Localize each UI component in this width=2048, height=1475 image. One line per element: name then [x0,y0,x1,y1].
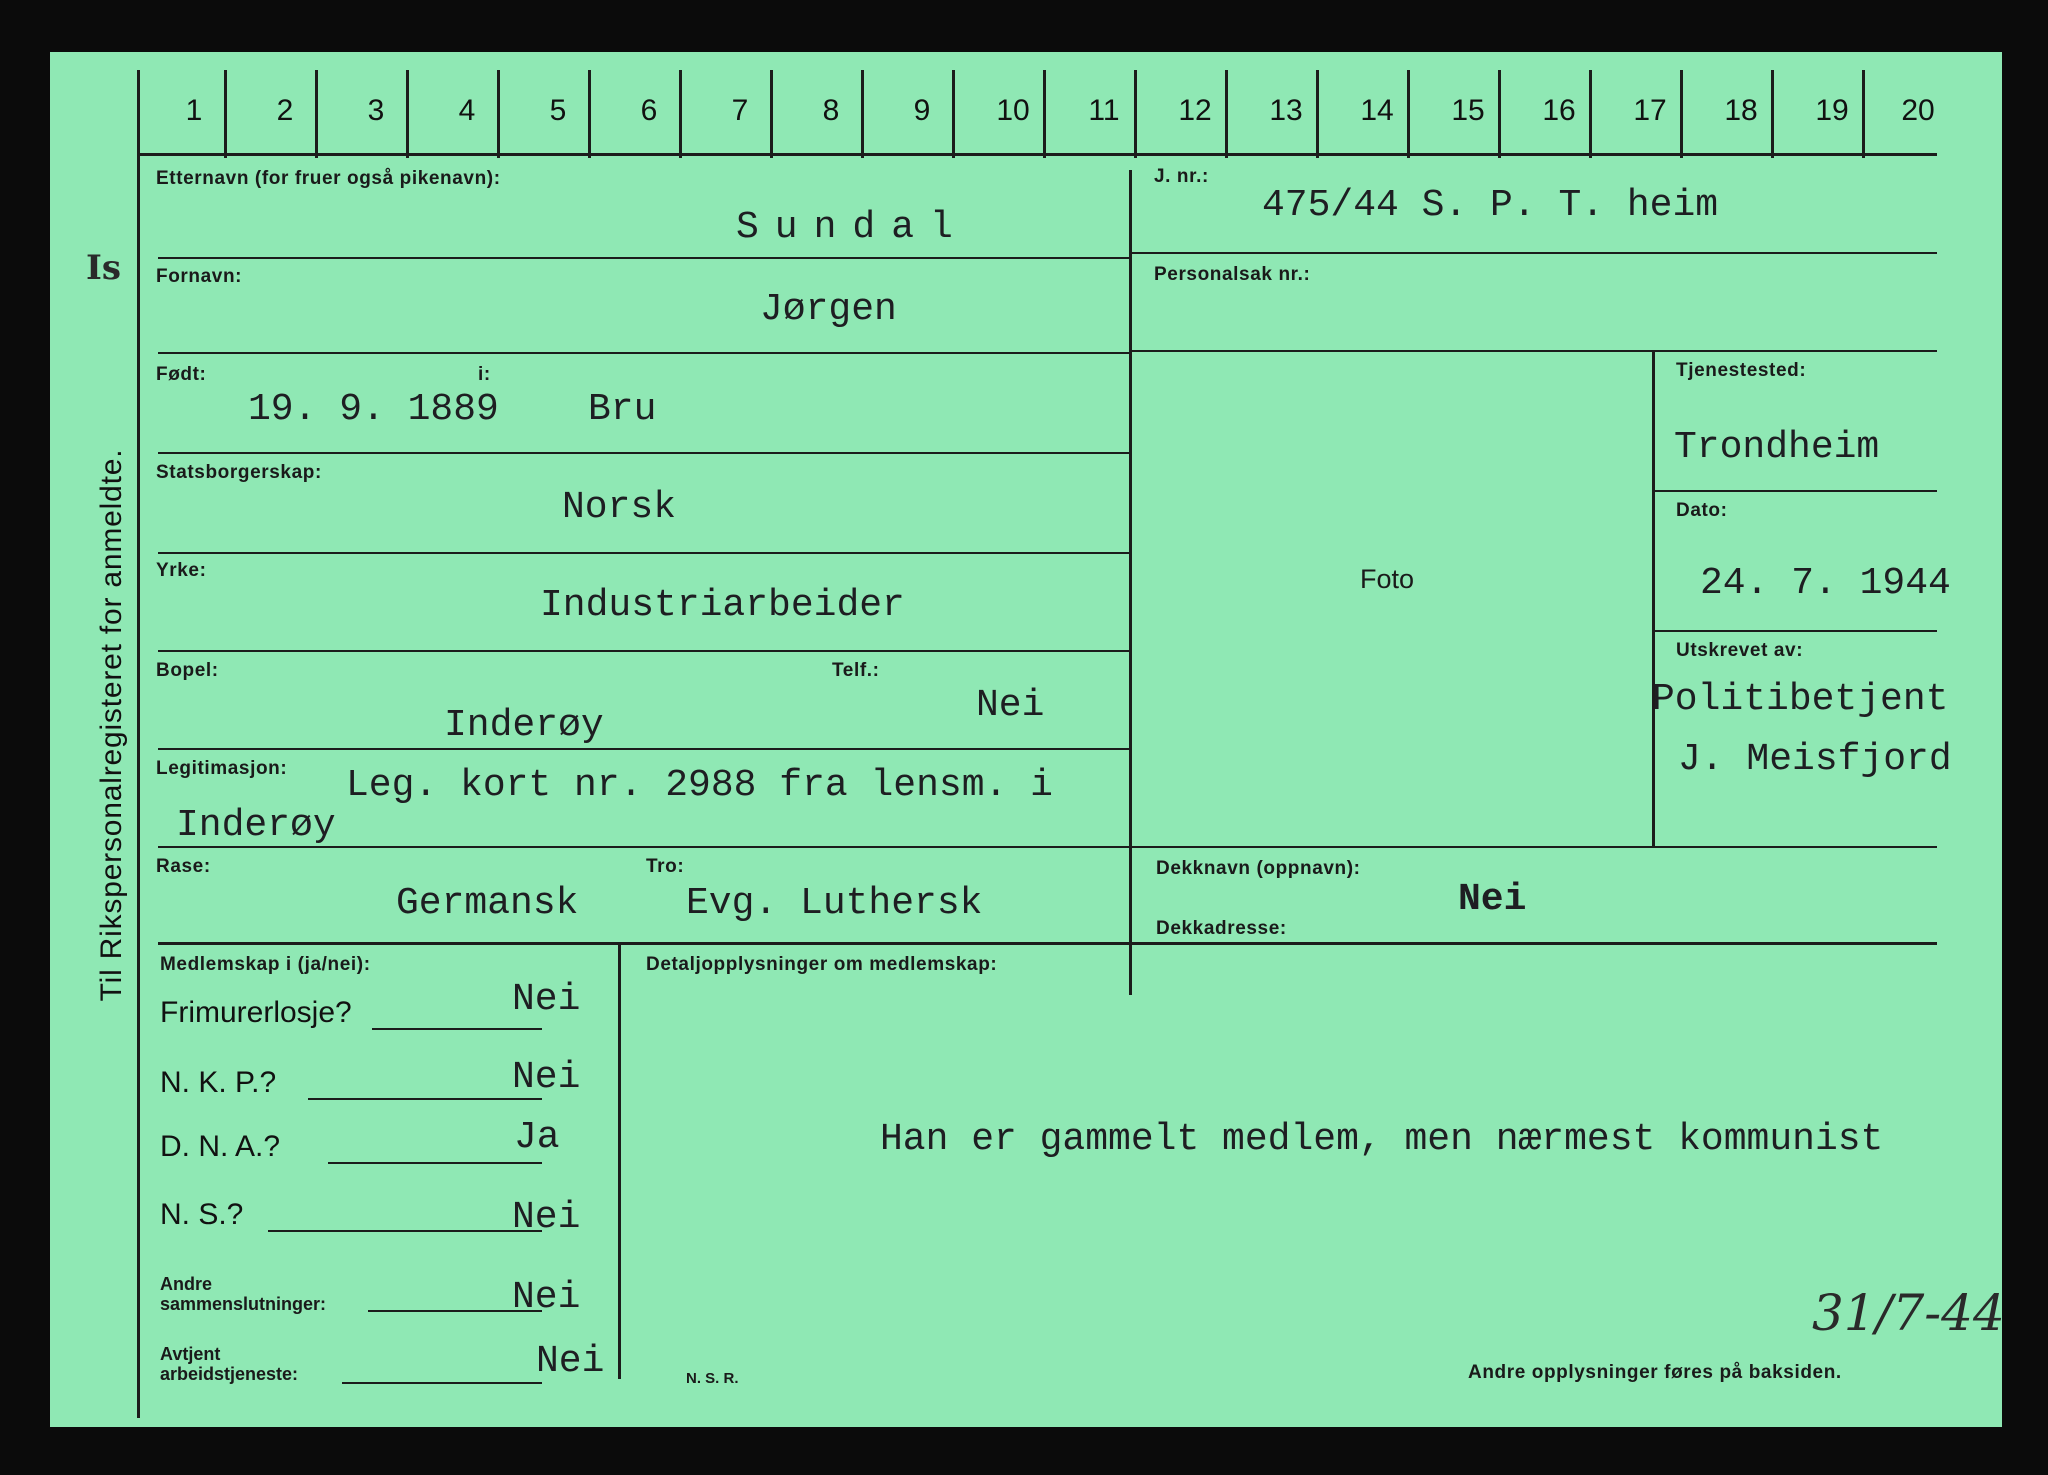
identification-value-line2: Inderøy [176,804,336,847]
faith-value: Evg. Luthersk [686,882,983,925]
journal-number-label: J. nr.: [1154,166,1209,187]
duty-station-value: Trondheim [1674,426,1880,469]
first-name-label: Fornavn: [156,266,243,287]
column-number: 9 [913,94,931,127]
column-number: 5 [549,94,567,127]
issued-by-label: Utskrevet av: [1676,640,1804,661]
membership-question: Andre sammenslutninger: [160,1274,327,1314]
column-number: 6 [640,94,658,127]
phone-label: Telf.: [832,660,880,681]
occupation-value: Industriarbeider [540,584,905,627]
side-note: Til Rikspersonalregisteret for anmeldte. [95,448,128,1002]
personal-case-label: Personalsak nr.: [1154,264,1311,285]
photo-placeholder: Foto [1360,564,1415,594]
membership-answer: Nei [512,1056,581,1099]
column-number: 19 [1815,94,1849,127]
born-place-value: Bru [588,388,657,431]
citizenship-value: Norsk [562,486,677,529]
back-side-note: Andre opplysninger føres på baksiden. [1468,1362,1842,1383]
identification-value-line1: Leg. kort nr. 2988 fra lensm. i [346,764,1053,807]
cover-name-value: Nei [1458,878,1527,921]
membership-details-label: Detaljopplysninger om medlemskap: [646,954,998,975]
column-number: 13 [1269,94,1303,127]
issued-by-value-line2: J. Meisfjord [1678,738,1952,781]
membership-answer: Nei [512,978,581,1021]
residence-value: Inderøy [444,704,604,747]
membership-question: N. K. P.? [160,1066,277,1099]
date-label: Dato: [1676,500,1728,521]
membership-question: Frimurerlosje? [160,996,352,1029]
membership-details-value: Han er gammelt medlem, men nærmest kommunist [880,1118,1884,1161]
date-value: 24. 7. 1944 [1700,562,1951,605]
born-place-label: i: [478,364,491,385]
cover-address-label: Dekkadresse: [1156,918,1287,939]
residence-label: Bopel: [156,660,219,681]
duty-station-label: Tjenestested: [1676,360,1807,381]
handwritten-date: 31/7-44 [1812,1284,2005,1342]
column-number: 8 [822,94,840,127]
citizenship-label: Statsborgerskap: [156,462,322,483]
membership-answer: Ja [514,1116,560,1159]
race-label: Rase: [156,856,211,877]
membership-label: Medlemskap i (ja/nei): [160,954,371,975]
column-number: 11 [1088,94,1120,127]
registration-card [50,52,2005,1427]
column-number: 14 [1360,94,1394,127]
journal-number-value: 475/44 S. P. T. heim [1262,184,1719,227]
identification-label: Legitimasjon: [156,758,288,779]
column-number: 16 [1542,94,1576,127]
column-number: 12 [1178,94,1212,127]
membership-question: N. S.? [160,1198,244,1231]
surname-value: Sundal [736,206,969,249]
membership-answer: Nei [512,1196,581,1239]
column-number: 17 [1633,94,1667,127]
column-number: 10 [996,94,1030,127]
column-number: 18 [1724,94,1758,127]
column-number: 7 [731,94,749,127]
surname-label: Etternavn (for fruer også pikenavn): [156,168,501,189]
membership-answer: Nei [536,1340,605,1383]
membership-answer: Nei [512,1276,581,1319]
born-date-value: 19. 9. 1889 [248,388,499,431]
membership-question: D. N. A.? [160,1130,281,1163]
column-number: 4 [458,94,476,127]
issued-by-value-line1: Politibetjent [1652,678,1949,721]
phone-value: Nei [976,684,1045,727]
column-number: 15 [1451,94,1485,127]
faith-label: Tro: [646,856,685,877]
column-number: 2 [276,94,294,127]
occupation-label: Yrke: [156,560,207,581]
cover-name-label: Dekknavn (oppnavn): [1156,858,1361,879]
column-number: 1 [185,94,203,127]
side-mark: Is [86,248,122,288]
nsr-mark: N. S. R. [686,1370,739,1387]
race-value: Germansk [396,882,579,925]
born-label: Født: [156,364,207,385]
column-number: 3 [367,94,385,127]
first-name-value: Jørgen [760,288,897,331]
column-number: 20 [1901,94,1935,127]
membership-question: Avtjent arbeidstjeneste: [160,1344,299,1384]
